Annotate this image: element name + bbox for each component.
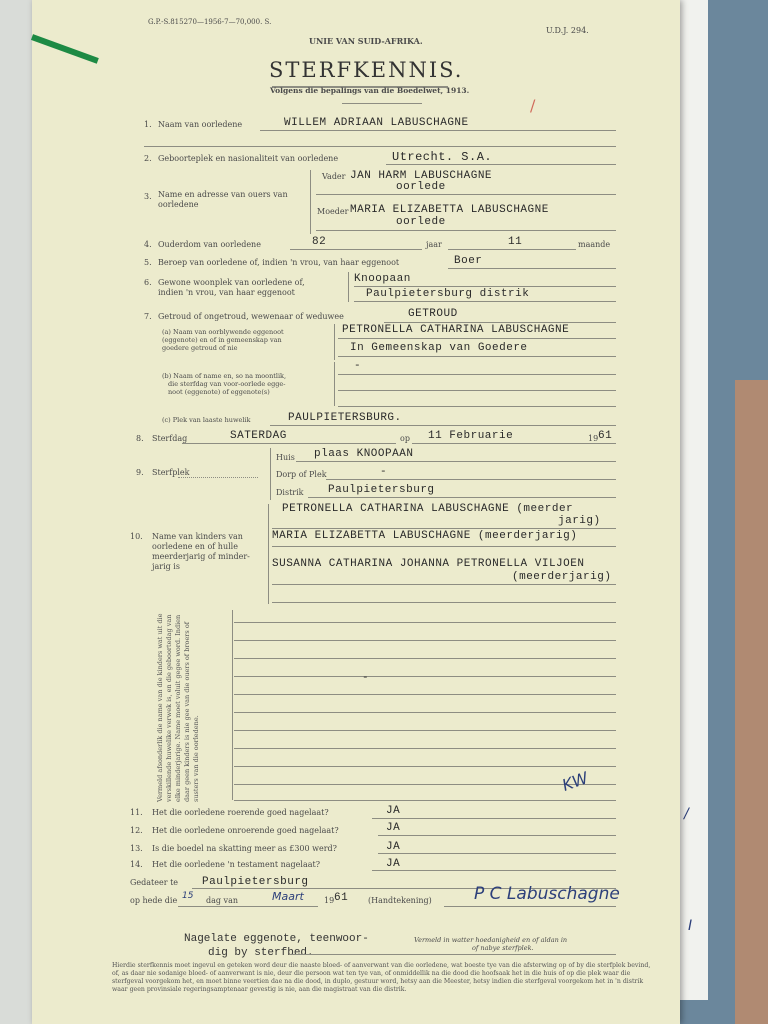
field-8-number: 8. bbox=[136, 434, 144, 443]
field-9-number: 9. bbox=[136, 468, 144, 477]
dorp-value: - bbox=[380, 466, 388, 478]
age-months-line bbox=[448, 249, 576, 250]
field-7b-label-1: (b) Naam of name en, so na moontlik, bbox=[162, 372, 287, 380]
field-14-value: JA bbox=[386, 858, 401, 870]
initials-annotation: KW bbox=[559, 768, 591, 795]
mother-status: oorlede bbox=[396, 216, 446, 228]
signer-capacity-line-2: dig by sterfbed. bbox=[208, 947, 314, 959]
death-date: 11 Februarie bbox=[428, 430, 514, 442]
death-year: 61 bbox=[598, 430, 613, 442]
field-7c-value: PAULPIETERSBURG. bbox=[288, 412, 402, 424]
child-3-line bbox=[272, 584, 616, 585]
field-7-value: GETROUD bbox=[408, 308, 458, 320]
field-10-label-3: meerderjarig of minder- bbox=[152, 552, 250, 561]
field-2-line bbox=[386, 164, 616, 165]
field-11-value: JA bbox=[386, 805, 401, 817]
field-3-number: 3. bbox=[144, 192, 152, 201]
child-1-line bbox=[272, 528, 616, 529]
field-6-line-1 bbox=[354, 286, 616, 287]
dorp-label: Dorp of Plek bbox=[276, 470, 327, 479]
field-7b-line-2 bbox=[338, 390, 616, 391]
father-line bbox=[316, 194, 616, 195]
father-status: oorlede bbox=[396, 181, 446, 193]
red-tick-mark: / bbox=[530, 96, 536, 115]
subtitle-rule bbox=[342, 103, 422, 104]
country-heading: UNIE VAN SUID-AFRIKA. bbox=[309, 36, 423, 46]
child-2-line bbox=[272, 546, 616, 547]
children-row-line bbox=[234, 730, 616, 731]
field-1-value: WILLEM ADRIAAN LABUSCHAGNE bbox=[284, 117, 469, 129]
field-7-label: Getroud of ongetroud, wewenaar of weduwee bbox=[158, 312, 344, 321]
field-7c-line bbox=[270, 425, 616, 426]
field-7-line bbox=[384, 322, 616, 323]
field-6-value-2: Paulpietersburg distrik bbox=[366, 288, 530, 300]
field-3-label: Name en adresse van ouers van oorledene bbox=[158, 190, 288, 209]
mother-value: MARIA ELIZABETTA LABUSCHAGNE bbox=[350, 204, 549, 216]
field-7b-bracket bbox=[334, 362, 335, 406]
field-7-number: 7. bbox=[144, 312, 152, 321]
age-years-label: jaar bbox=[426, 240, 442, 249]
field-1-line-2 bbox=[144, 146, 616, 147]
field-4-label: Ouderdom van oorledene bbox=[158, 240, 261, 249]
form-subtitle: Volgens die bepalings van die Boedelwet, 1913. bbox=[270, 86, 470, 95]
dated-day: 15 bbox=[182, 891, 194, 901]
dated-year-prefix: 19 bbox=[324, 896, 335, 905]
child-3: SUSANNA CATHARINA JOHANNA PETRONELLA VILJOEN bbox=[272, 558, 585, 570]
field-10-label-1: Name van kinders van bbox=[152, 532, 243, 541]
children-row-line bbox=[234, 658, 616, 659]
distrik-value: Paulpietersburg bbox=[328, 484, 435, 496]
child-2: MARIA ELIZABETTA LABUSCHAGNE (meerderjarig) bbox=[272, 530, 578, 542]
field-6-value-1: Knoopaan bbox=[354, 273, 411, 285]
field-7a-label-1: (a) Naam van oorblywende eggenoot bbox=[162, 328, 284, 336]
field-6-label-1: Gewone woonplek van oorledene of, bbox=[158, 278, 305, 287]
field-10-label-4: jarig is bbox=[152, 562, 180, 571]
field-5-number: 5. bbox=[144, 258, 152, 267]
distrik-label: Distrik bbox=[276, 488, 304, 497]
field-13-number: 13. bbox=[130, 844, 143, 853]
signature-line bbox=[444, 906, 616, 907]
child-3-status: (meerderjarig) bbox=[512, 571, 612, 583]
dated-month: Maart bbox=[272, 890, 304, 903]
distrik-line bbox=[308, 497, 616, 498]
field-3-bracket bbox=[310, 170, 311, 234]
signature-label: (Handtekening) bbox=[368, 896, 432, 905]
field-12-value: JA bbox=[386, 822, 401, 834]
children-row-line bbox=[234, 640, 616, 641]
field-6-label-2: indien 'n vrou, van haar eggenoot bbox=[158, 288, 295, 297]
field-1-line bbox=[260, 130, 616, 131]
death-date-line bbox=[412, 443, 616, 444]
huis-label: Huis bbox=[276, 453, 295, 462]
field-1-number: 1. bbox=[144, 120, 152, 129]
children-row-line bbox=[234, 784, 616, 785]
field-7c-label: (c) Plek van laaste huwelik bbox=[162, 416, 251, 424]
field-13-line bbox=[378, 853, 616, 854]
dag-van-label: dag van bbox=[206, 896, 238, 905]
field-10-label-2: oorledene en of hulle bbox=[152, 542, 238, 551]
dorp-line bbox=[326, 479, 616, 480]
children-dash: - bbox=[362, 672, 370, 684]
child-4-line bbox=[272, 602, 616, 603]
signature: P C Labuschagne bbox=[474, 884, 620, 904]
field-8-label: Sterfdag bbox=[152, 434, 188, 443]
field-2-label: Geboorteplek en nasionaliteit van oorledene bbox=[158, 154, 339, 163]
side-mark-2: I bbox=[688, 918, 693, 934]
death-op-label: op bbox=[400, 434, 410, 443]
field-14-number: 14. bbox=[130, 860, 143, 869]
age-months-label: maande bbox=[578, 240, 611, 249]
field-12-line bbox=[378, 835, 616, 836]
children-row-line bbox=[234, 800, 616, 801]
field-14-line bbox=[372, 870, 616, 871]
field-6-number: 6. bbox=[144, 278, 152, 287]
field-7a-label-3: goedere getroud of nie bbox=[162, 344, 238, 352]
field-7a-bracket bbox=[334, 324, 335, 360]
form-number: U.D.J. 294. bbox=[546, 26, 589, 35]
capacity-line bbox=[290, 954, 616, 955]
print-code: G.P.-S.815270—1956-7—70,000. S. bbox=[148, 18, 272, 26]
children-row-line bbox=[234, 748, 616, 749]
field-6-line-2 bbox=[354, 301, 616, 302]
field-9-dotted bbox=[178, 477, 258, 478]
field-9-label: Sterfplek bbox=[152, 468, 190, 477]
field-11-line bbox=[372, 818, 616, 819]
field-12-label: Het die oorledene onroerende goed nagelaat? bbox=[152, 826, 339, 835]
footnote: Hierdie sterfkennis moet ingevul en geteken word deur die naaste bloed- of aanverwant van die oorledene, wat boeste tye van die afsterwing op of by die sterfplek bevind, of, as daar nie sodanige bloed- of aanverwant is nie, deur die persoon wat ten tye van, of onmiddellik na die dood die hoofsaak het in die huis of op die plek waar die sterfgeval voorgekom het, en moet binne veertien dae na die dood, in duplo, gestuur word, hetsy aan die Meester, hetsy indien die sterfgeval voorgekom het in 'n distrik waar geen provinsiale regeringsamptenaar gevestig is nie, aan die magistraat van die distrik. bbox=[112, 962, 651, 993]
children-row-line bbox=[234, 712, 616, 713]
field-5-value: Boer bbox=[454, 255, 483, 267]
field-7b-line-3 bbox=[338, 406, 616, 407]
children-row-line bbox=[234, 694, 616, 695]
field-11-label: Het die oorledene roerende goed nagelaat? bbox=[152, 808, 329, 817]
field-7a-label-2: (eggenote) en of in gemeenskap van bbox=[162, 336, 282, 344]
children-row-line bbox=[234, 766, 616, 767]
side-mark-1: / bbox=[684, 806, 689, 822]
children-row-line bbox=[234, 676, 616, 677]
form-title: STERFKENNIS. bbox=[269, 58, 464, 82]
field-6-bracket bbox=[348, 272, 349, 302]
mother-line bbox=[316, 230, 616, 231]
death-year-prefix: 19 bbox=[588, 434, 599, 443]
death-notice-form bbox=[32, 0, 680, 1024]
age-years: 82 bbox=[312, 236, 327, 248]
capacity-note-2: of nabye sterfplek. bbox=[472, 944, 534, 952]
dated-label: Gedateer te bbox=[130, 878, 179, 887]
signer-capacity bbox=[184, 932, 369, 960]
background-desk bbox=[735, 380, 768, 1024]
field-7a-value-1: PETRONELLA CATHARINA LABUSCHAGNE bbox=[342, 324, 570, 336]
field-2-number: 2. bbox=[144, 154, 152, 163]
dated-place: Paulpietersburg bbox=[202, 876, 309, 888]
field-7b-value: - bbox=[354, 360, 362, 372]
age-months: 11 bbox=[508, 236, 523, 248]
field-5-line bbox=[448, 268, 616, 269]
background-sheet bbox=[676, 0, 708, 1000]
child-1: PETRONELLA CATHARINA LABUSCHAGNE (meerder bbox=[282, 503, 574, 515]
field-2-value: Utrecht. S.A. bbox=[392, 150, 493, 164]
dated-year: 61 bbox=[334, 892, 349, 904]
children-list-bracket bbox=[232, 610, 233, 800]
date-line bbox=[178, 906, 318, 907]
green-tag bbox=[31, 34, 99, 64]
field-10-bracket bbox=[268, 504, 269, 604]
field-14-label: Het die oorledene 'n testament nagelaat? bbox=[152, 860, 321, 869]
field-7b-label-3: noot (eggenote) of eggenote(s) bbox=[168, 388, 270, 396]
signer-capacity-line-1: Nagelate eggenote, teenwoor- bbox=[184, 933, 369, 945]
field-12-number: 12. bbox=[130, 826, 143, 835]
field-7a-line-2 bbox=[338, 356, 616, 357]
father-value: JAN HARM LABUSCHAGNE bbox=[350, 170, 493, 182]
child-1-status: jarig) bbox=[558, 515, 601, 527]
field-13-label: Is die boedel na skatting meer as £300 werd? bbox=[152, 844, 337, 853]
field-10-vertical-note: Vermeld afsonderlik die name van die kinders wat uit die verskillende huwelike verwek is, en die geboortedag van elke minderjarige. Name moet voluit gegee word. Indien daar geen kinders is nie gee van die ouers of broers of susters van die oorledene. bbox=[156, 613, 200, 802]
death-day-line bbox=[182, 443, 396, 444]
field-13-value: JA bbox=[386, 841, 401, 853]
field-4-number: 4. bbox=[144, 240, 152, 249]
children-row-line bbox=[234, 622, 616, 623]
field-1-label: Naam van oorledene bbox=[158, 120, 243, 129]
huis-value: plaas KNOOPAAN bbox=[314, 448, 414, 460]
mother-label: Moeder bbox=[317, 207, 349, 216]
huis-line bbox=[296, 461, 616, 462]
field-7b-label-2: die sterfdag van voor-oorlede egge- bbox=[168, 380, 286, 388]
field-7a-line-1 bbox=[338, 338, 616, 339]
field-11-number: 11. bbox=[130, 808, 143, 817]
field-7b-line-1 bbox=[338, 374, 616, 375]
father-label: Vader bbox=[322, 172, 346, 181]
capacity-note-1: Vermeld in watter hoedanigheid en of aldan in bbox=[414, 936, 568, 944]
field-10-number: 10. bbox=[130, 532, 143, 541]
field-5-label: Beroep van oorledene of, indien 'n vrou, van haar eggenoot bbox=[158, 258, 400, 267]
death-day: SATERDAG bbox=[230, 430, 287, 442]
field-7a-value-2: In Gemeenskap van Goedere bbox=[350, 342, 528, 354]
age-years-line bbox=[290, 249, 422, 250]
op-hede-label: op hede die bbox=[130, 896, 178, 905]
field-9-bracket bbox=[270, 448, 271, 500]
